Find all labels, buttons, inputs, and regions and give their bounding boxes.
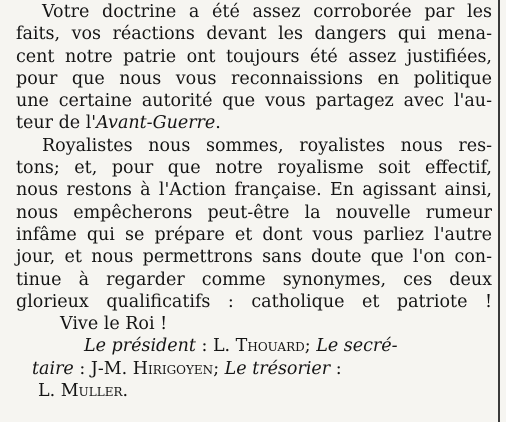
text-fragment: . [215,113,221,134]
treasurer-role: Le trésorier [224,358,331,379]
closing-salutation: Vive le Roi ! [60,314,168,335]
separator: : [73,358,91,379]
separator: : [195,336,213,357]
separator: : [330,358,342,379]
paragraph-royalists [16,135,492,313]
text-line: infâme qui se prépare et dont vous parliez l'autre [16,224,492,245]
text-line: faits, vos réactions devant les dangers qui mena- [16,24,492,45]
paragraph-doctrine [16,1,492,135]
signature-line [16,380,492,402]
secretary-name: J-M. Hirigoyen [90,358,214,379]
text-line: Royalistes nous sommes, royalistes nous res- [42,135,492,156]
text-line [16,112,492,134]
text-line: jour, et nous permettrons sans doute que l'on con- [16,247,492,268]
secretary-role-continued: taire [32,358,74,379]
text-fragment: teur de l' [16,113,97,134]
signature-line [16,335,492,357]
separator: . [122,381,129,402]
separator: ; [213,358,225,379]
text-line: une certaine autorité que vous partagez avec l'au- [16,91,492,112]
text-line: nous empêcherons peut-être la nouvelle rumeur [16,202,492,223]
text-line: cent notre patrie ont toujours été assez justifiées, [16,46,492,67]
secretary-role: Le secré- [316,336,398,357]
text-line: nous restons à l'Action française. En agissant ainsi, [16,180,492,201]
article-text [16,1,492,402]
column-rule [498,0,500,422]
signatures-block [16,335,492,402]
president-name: L. Thouard [212,336,305,357]
signature-line [16,358,492,380]
text-line: tinue à regarder comme synonymes, ces deux [16,269,492,290]
separator: ; [304,336,317,357]
president-role: Le président [84,336,196,357]
text-line: tons; et, pour que notre royalisme soit effectif, [16,158,492,179]
treasurer-name: L. Muller [38,381,123,402]
text-line: glorieux qualificatifs : catholique et patriote ! [16,291,492,312]
text-line: Votre doctrine a été assez corroborée par les [42,2,492,22]
text-line: pour que nous vous reconnaissions en politique [16,68,492,89]
newspaper-title: Avant-Guerre [96,113,216,134]
